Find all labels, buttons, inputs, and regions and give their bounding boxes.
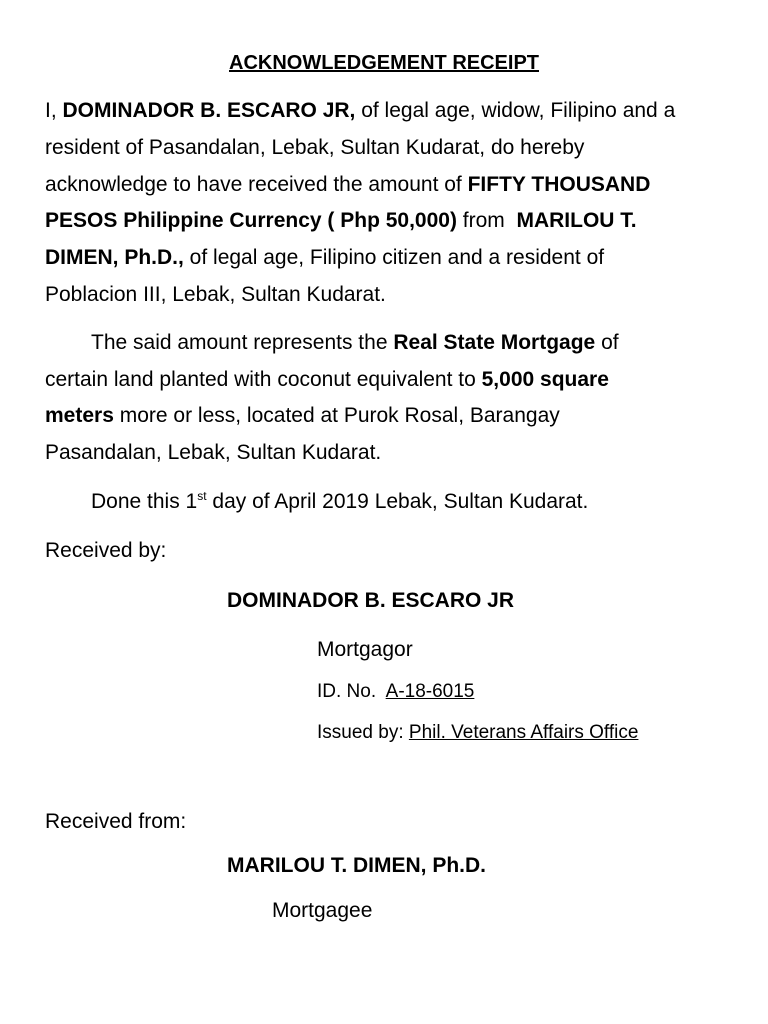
mortgagor-role: Mortgagor — [317, 638, 413, 661]
issued-label: Issued by: — [317, 722, 409, 743]
mortgagee-name: MARILOU T. DIMEN, Ph.D. — [227, 854, 486, 877]
date-line — [91, 489, 588, 515]
p2-line-2 — [45, 367, 609, 393]
mortgagee-role: Mortgagee — [272, 899, 373, 922]
p1-line-2 — [45, 135, 584, 161]
p1-line-5 — [45, 245, 604, 271]
id-number-line — [317, 679, 474, 705]
id-value: A-18-6015 — [385, 681, 475, 702]
received-by-label: Received by: — [45, 539, 167, 562]
mortgage-type: Real State Mortgage — [393, 331, 596, 354]
p2-line-4 — [45, 440, 381, 466]
land-area-unit: meters — [45, 404, 114, 427]
date-text: day of April 2019 Lebak, Sultan Kudarat. — [206, 490, 589, 513]
document-title: ACKNOWLEDGEMENT RECEIPT — [229, 52, 539, 74]
p2-line-1 — [91, 330, 619, 356]
mortgagee-name-inline-cont: DIMEN, Ph.D., — [45, 246, 184, 269]
amount-words: FIFTY THOUSAND — [467, 173, 651, 196]
issued-by-line — [317, 720, 638, 746]
p1-text: of legal age, Filipino citizen and a resident of — [183, 246, 605, 269]
date-ordinal: st — [197, 489, 207, 503]
mortgagee-name-inline: MARILOU T. — [516, 209, 637, 232]
p1-line-6 — [45, 282, 386, 308]
p2-text: certain land planted with coconut equivalent to — [45, 368, 482, 391]
mortgagor-name: DOMINADOR B. ESCARO JR — [227, 589, 515, 612]
received-from-label: Received from: — [45, 810, 187, 833]
p2-text: of — [595, 331, 619, 354]
p1-text: resident of Pasandalan, Lebak, Sultan Kudarat, do hereby — [45, 136, 585, 159]
p1-line-3 — [45, 172, 650, 198]
p1-text: Poblacion III, Lebak, Sultan Kudarat. — [45, 283, 386, 306]
mortgagor-name-inline: DOMINADOR B. ESCARO JR, — [62, 99, 356, 122]
p2-text: Pasandalan, Lebak, Sultan Kudarat. — [45, 441, 382, 464]
p1-line-1 — [45, 98, 675, 124]
p2-text: The said amount represents the — [91, 331, 394, 354]
p1-line-4 — [45, 208, 637, 234]
date-text: Done this 1 — [91, 490, 198, 513]
amount-currency: PESOS Philippine Currency ( Php 50,000) — [45, 209, 457, 232]
p1-text: of legal age, widow, Filipino and a — [355, 99, 676, 122]
land-area: 5,000 square — [481, 368, 609, 391]
issued-value: Phil. Veterans Affairs Office — [408, 722, 639, 743]
p1-text: from — [456, 209, 517, 232]
id-label: ID. No. — [317, 681, 386, 702]
p2-line-3 — [45, 403, 560, 429]
p1-text: I, — [45, 99, 63, 122]
p1-text: acknowledge to have received the amount of — [45, 173, 468, 196]
p2-text: more or less, located at Purok Rosal, Barangay — [113, 404, 560, 427]
